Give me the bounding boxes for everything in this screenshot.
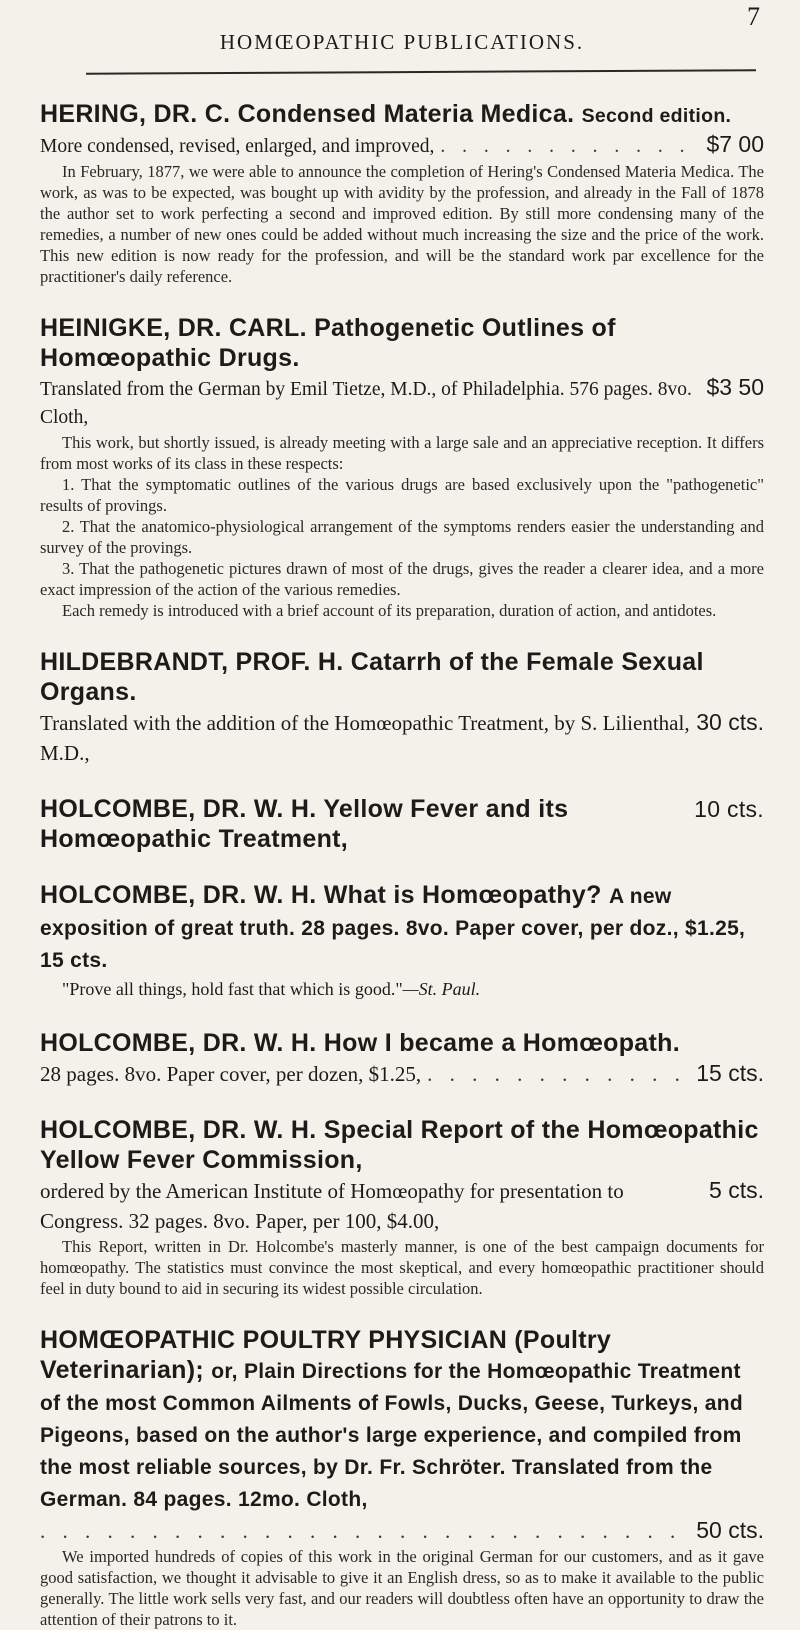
description-paragraph: 2. That the anatomico-physiological arrangement of the symptoms renders easier the understanding and survey of the provings. bbox=[40, 517, 764, 557]
description-paragraph: We imported hundreds of copies of this work in the original German for our customers, and as it gave good satisfaction, we thought it advisable to give it an English dress, so as to make it available to the public generally. The little work sells very fast, and our readers will doubtless often have an opportunity to draw the attention of their patrons to it. bbox=[40, 1547, 764, 1629]
description-paragraph: This work, but shortly issued, is already meeting with a large sale and an appreciative reception. It differs from most works of its class in these respects: bbox=[40, 433, 764, 473]
leader-dots bbox=[427, 1059, 690, 1089]
entry-price: 5 cts. bbox=[709, 1177, 764, 1203]
description-paragraph: This Report, written in Dr. Holcombe's masterly manner, is one of the best campaign documents for homœopathy. The statistics must convince the most skeptical, and every homœopathic practitioner should feel in duty bound to aid in securing its widest possible circulation. bbox=[40, 1237, 764, 1298]
entry-heading bbox=[40, 99, 764, 130]
entry-subtitle: 28 pages. 8vo. Paper cover, per dozen, $1.25, bbox=[40, 1062, 422, 1086]
entry-price: 10 cts. bbox=[694, 796, 764, 822]
entry-price: $7 00 bbox=[706, 131, 764, 157]
entry-title: Condensed Materia Medica. bbox=[237, 100, 575, 128]
entry-heading bbox=[40, 1325, 764, 1515]
entry-description bbox=[40, 1546, 764, 1630]
entry-author: HILDEBRANDT, PROF. H. bbox=[40, 648, 344, 676]
entry-subtitle-row bbox=[40, 1058, 764, 1089]
entry-heading bbox=[40, 1115, 764, 1175]
entry-subtitle: A new exposition of great truth. 28 pages. 8vo. Paper cover, per doz., $1.25, 15 cts. bbox=[40, 885, 746, 972]
entry-edition: Second edition. bbox=[581, 105, 732, 127]
description-paragraph: Each remedy is introduced with a brief account of its preparation, duration of action, and antidotes. bbox=[62, 601, 717, 620]
entry-subtitle-row bbox=[40, 707, 764, 768]
entry-subtitle: ordered by the American Institute of Homœopathy for presentation to Congress. 32 pages. 8vo. Paper, per 100, $4.00, bbox=[40, 1179, 624, 1233]
entry-holcombe-special-report bbox=[40, 1115, 764, 1299]
entry-heading bbox=[40, 1028, 764, 1058]
entry-title: Pathogenetic Outlines of Homœopathic Drugs. bbox=[40, 314, 616, 372]
entry-price: $3 50 bbox=[706, 374, 764, 400]
page-number: 7 bbox=[747, 2, 760, 31]
entry-price: 15 cts. bbox=[696, 1060, 764, 1086]
entry-subtitle-row bbox=[40, 130, 764, 161]
description-paragraph: In February, 1877, we were able to announce the completion of Hering's Condensed Materia Medica. The work, as was to be expected, was bought up with avidity by the profession, and already in the Fall of 1878 the author set to work perfecting a second and improved edition. By still more condensing many of the remedies, a number of new ones could be added without much increasing the size and the price of the work. This new edition is now ready for the profession, and will be the standard work par excellence for the practitioner's daily reference. bbox=[40, 162, 764, 286]
entry-heading bbox=[40, 880, 764, 976]
entry-title: How I became a Homœopath. bbox=[323, 1029, 680, 1057]
entry-description bbox=[40, 432, 764, 621]
entry-hildebrandt bbox=[40, 647, 764, 768]
description-paragraph: 3. That the pathogenetic pictures drawn of most of the drugs, gives the reader a clearer idea, and a more exact impression of the action of the various remedies. bbox=[40, 559, 764, 599]
entry-heading bbox=[40, 647, 764, 707]
entry-price-row bbox=[40, 1515, 764, 1546]
entry-subtitle-row bbox=[40, 373, 764, 432]
entry-subtitle: or, Plain Directions for the Homœopathic Treatment of the most Common Ailments of Fowls, Ducks, Geese, Turkeys, and Pigeons, based on the author's large experience, and compiled from the most reliable sources, by Dr. Fr. Schröter. Translated from the German. 84 pages. 12mo. Cloth, bbox=[40, 1360, 744, 1511]
entry-author: HOLCOMBE, DR. W. H. bbox=[40, 881, 317, 909]
entry-holcombe-how bbox=[40, 1028, 764, 1089]
entry-author: HERING, DR. C. bbox=[40, 100, 231, 128]
entry-subtitle: More condensed, revised, enlarged, and improved, bbox=[40, 136, 435, 157]
entry-title: Catarrh of the Female Sexual Organs. bbox=[40, 648, 704, 706]
entry-heading-text bbox=[40, 794, 694, 854]
entry-poultry-physician bbox=[40, 1325, 764, 1630]
entry-subtitle: Translated from the German by Emil Tietze, M.D., of Philadelphia. 576 pages. 8vo. Cloth, bbox=[40, 379, 692, 428]
entry-title: Special Report of the Homœopathic Yellow Fever Commission, bbox=[40, 1116, 759, 1174]
entry-price: 50 cts. bbox=[696, 1517, 764, 1543]
quote-text: "Prove all things, hold fast that which is good." bbox=[62, 979, 403, 999]
entry-description bbox=[40, 1236, 764, 1299]
running-head: HOMŒOPATHIC PUBLICATIONS. bbox=[219, 30, 585, 54]
quote-source: —St. Paul. bbox=[402, 979, 481, 999]
entry-subtitle: Translated with the addition of the Homœopathic Treatment, by S. Lilienthal, M.D., bbox=[40, 711, 690, 765]
leader-dots bbox=[440, 133, 700, 161]
entry-hering bbox=[40, 99, 764, 287]
entry-author: HOLCOMBE, DR. W. H. bbox=[40, 1116, 317, 1144]
entry-title: What is Homœopathy? bbox=[323, 881, 602, 909]
entry-quote bbox=[40, 976, 764, 1002]
header-rule bbox=[86, 69, 756, 75]
entry-title: HOMŒOPATHIC POULTRY PHYSICIAN (Poultry Veterinarian); bbox=[40, 1326, 612, 1384]
entry-heading bbox=[40, 313, 764, 373]
entry-heading bbox=[40, 794, 764, 854]
entry-author: HOLCOMBE, DR. W. H. bbox=[40, 795, 317, 823]
description-paragraph: 1. That the symptomatic outlines of the various drugs are based exclusively upon the "pathogenetic" results of provings. bbox=[40, 475, 764, 515]
entry-subtitle-row bbox=[40, 1175, 764, 1236]
entry-price: 30 cts. bbox=[696, 709, 764, 735]
entry-author: HOLCOMBE, DR. W. H. bbox=[40, 1029, 317, 1057]
entry-holcombe-yellow-fever bbox=[40, 794, 764, 854]
entry-heinigke bbox=[40, 313, 764, 621]
entry-author: HEINIGKE, DR. CARL. bbox=[40, 314, 307, 342]
entry-description bbox=[40, 161, 764, 287]
leader-dots bbox=[40, 1516, 690, 1546]
entry-title: Yellow Fever and its Homœopathic Treatment, bbox=[40, 795, 569, 853]
entry-holcombe-what-is bbox=[40, 880, 764, 1002]
